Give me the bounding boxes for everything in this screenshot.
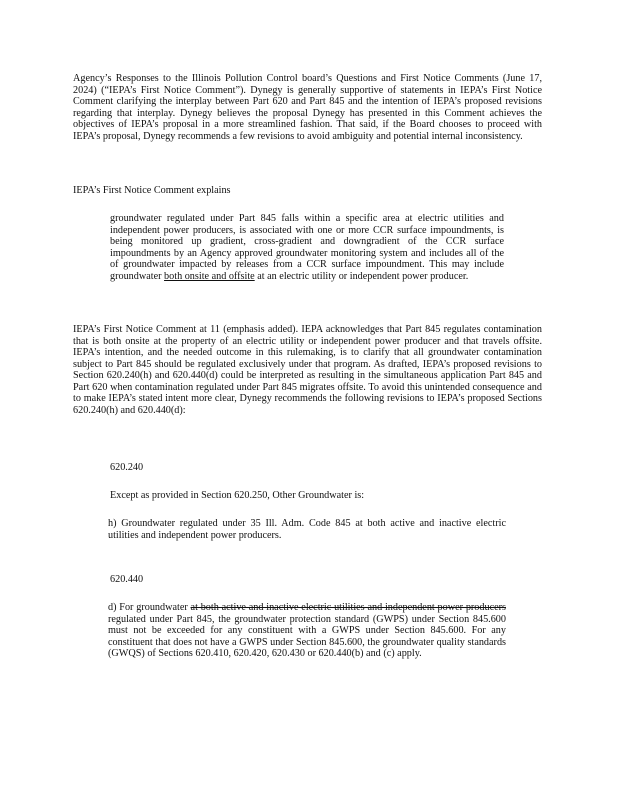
quote-underlined: both onsite and offsite (164, 270, 255, 282)
intro-paragraph: Agency’s Responses to the Illinois Pollution Control board’s Questions and First Notice Comments (June 17, 2024) (“IEPA’s First Notice Comment”). Dynegy is generally supportive of statements in IEPA’s First Notice Comment clarifying the interplay between Part 620 and Part 845 and the intention of IEPA’s proposed revisions regarding that interplay. Dynegy believes the proposal Dynegy has presented in this Comment achieves the objectives of IEPA’s proposal in a more streamlined fashion. That said, if the Board chooses to proceed with IEPA’s proposal, Dynegy recommends a few revisions to avoid ambiguity and potential internal inconsistency. (73, 73, 542, 142)
analysis-paragraph: IEPA’s First Notice Comment at 11 (emphasis added). IEPA acknowledges that Part 845 regulates contamination that is both onsite at the property of an electric utility or independent power producer and that travels offsite. IEPA’s intention, and the needed outcome in this rulemaking, is to clarify that all groundwater contamination subject to Part 845 should be regulated exclusively under that program. As drafted, IEPA’s proposed revisions to Section 620.240(h) and 620.440(d) could be interpreted as resulting in the simultaneous application Part 845 and Part 620 when contamination regulated under Part 845 migrates offsite. To avoid this unintended consequence and to make IEPA’s stated intent more clear, Dynegy recommends the following revisions to IEPA’s proposed Sections 620.240(h) and 620.440(d): (73, 324, 542, 416)
section-620-240-item-h: h) Groundwater regulated under 35 Ill. Adm. Code 845 at both active and inactive electric utilities and independent power producers. (108, 518, 506, 541)
item-d-prefix: d) For groundwater (108, 602, 191, 613)
item-d-struck-text: at both active and inactive electric utilities and independent power producers (190, 602, 506, 613)
item-d-rest: regulated under Part 845, the groundwater protection standard (GWPS) under Section 845.600 must not be exceeded for any constituent with a GWPS under Section 845.600. For any constituent that does not have a GWPS under Section 845.600, the groundwater quality standards (GWQS) of Sections 620.410, 620.420, 620.430 or 620.440(b) and (c) apply. (108, 613, 506, 659)
section-620-440-item-d (108, 602, 506, 660)
section-620-240-number: 620.240 (110, 462, 144, 473)
quote-tail: at an electric utility or independent power producer. (254, 270, 469, 282)
section-620-440-number: 620.440 (110, 574, 144, 585)
quote-block (110, 213, 504, 282)
quote-text: groundwater regulated under Part 845 falls within a specific area at electric utilities and independent power producers, is associated with one or more CCR surface impoundments, is being monitored up gradient, cross-gradient and downgradient of the CCR surface impoundments by an Agency approved groundwater monitoring system and includes all of the of groundwater impacted by releases from a CCR surface impoundment. This may include groundwater (110, 213, 504, 282)
explains-heading: IEPA’s First Notice Comment explains (73, 185, 231, 196)
section-620-240-lead: Except as provided in Section 620.250, Other Groundwater is: (110, 490, 365, 501)
